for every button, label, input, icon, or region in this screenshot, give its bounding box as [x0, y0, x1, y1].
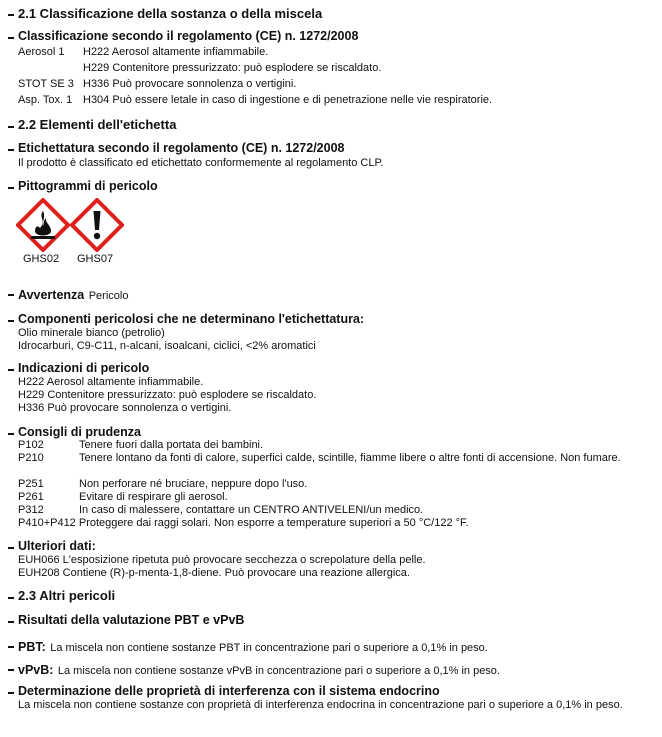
pbt-line	[18, 638, 488, 656]
bullet-dash	[8, 621, 14, 623]
bullet-dash	[8, 692, 14, 694]
hazard-statement: H229 Contenitore pressurizzato: può esplodere se riscaldato.	[18, 389, 317, 401]
classification-text: H229 Contenitore pressurizzato: può esplodere se riscaldato.	[83, 62, 382, 74]
vpvb-text: La miscela non contiene sostanze vPvB in concentrazione pari o superiore a 0,1% in peso.	[57, 665, 500, 677]
precaution-text: Evitare di respirare gli aerosol.	[79, 491, 228, 503]
classification-text: H304 Può essere letale in caso di ingestione e di penetrazione nelle vie respiratorie.	[83, 94, 493, 106]
component-item: Idrocarburi, C9-C11, n-alcani, isoalcani, ciclici, <2% aromatici	[18, 340, 316, 352]
bullet-dash	[8, 669, 14, 671]
precaution-text: Tenere lontano da fonti di calore, superfici calde, scintille, fiamme libere o altre fonti di accensione. Non fumare.	[79, 452, 621, 464]
bullet-dash	[8, 149, 14, 151]
signal-word-line	[18, 286, 128, 304]
hazard-statements-heading: Indicazioni di pericolo	[18, 361, 150, 375]
precaution-text: Tenere fuori dalla portata dei bambini.	[79, 439, 264, 451]
exclamation-icon	[70, 198, 124, 252]
signal-word: Pericolo	[88, 290, 129, 302]
pictogram-code: GHS07	[77, 253, 114, 265]
pictograms-heading: Pittogrammi di pericolo	[18, 179, 158, 193]
precaution-code: P312	[18, 504, 44, 516]
bullet-dash	[8, 37, 14, 39]
precaution-text: Non perforare né bruciare, neppure dopo l'uso.	[79, 478, 308, 490]
labelling-heading: Etichettatura secondo il regolamento (CE) n. 1272/2008	[18, 141, 345, 155]
bullet-dash	[8, 14, 14, 16]
further-information-item: EUH208 Contiene (R)-p-menta-1,8-diene. Può provocare una reazione allergica.	[18, 567, 410, 579]
endocrine-heading: Determinazione delle proprietà di interferenza con il sistema endocrino	[18, 684, 440, 698]
section-2-2-title: 2.2 Elementi dell'etichetta	[18, 117, 177, 132]
further-information-heading: Ulteriori dati:	[18, 539, 96, 553]
hazard-statement: H336 Può provocare sonnolenza o vertigini.	[18, 402, 232, 414]
signal-word-label: Avvertenza	[18, 288, 85, 302]
further-information-item: EUH066 L'esposizione ripetuta può provocare secchezza o screpolature della pelle.	[18, 554, 426, 566]
bullet-dash	[8, 547, 14, 549]
flame-icon	[16, 198, 70, 252]
pbt-assessment-heading: Risultati della valutazione PBT e vPvB	[18, 613, 245, 627]
precaution-combined: P410+P412 Proteggere dai raggi solari. Non esporre a temperature superiori a 50 °C/122 °F.	[18, 517, 469, 529]
precaution-text: In caso di malessere, contattare un CENTRO ANTIVELENI/un medico.	[79, 504, 424, 516]
bullet-dash	[8, 369, 14, 371]
classification-text: H222 Aerosol altamente infiammabile.	[83, 46, 269, 58]
bullet-dash	[8, 320, 14, 322]
bullet-dash	[8, 433, 14, 435]
pbt-text: La miscela non contiene sostanze PBT in concentrazione pari o superiore a 0,1% in peso.	[50, 642, 488, 654]
pictogram-code: GHS02	[23, 253, 60, 265]
vpvb-label: vPvB:	[18, 663, 54, 677]
classification-text: H336 Può provocare sonnolenza o vertigini.	[83, 78, 297, 90]
bullet-dash	[8, 126, 14, 128]
pbt-label: PBT:	[18, 640, 46, 654]
bullet-dash	[8, 294, 14, 296]
bullet-dash	[8, 646, 14, 648]
bullet-dash	[8, 187, 14, 189]
clp-classification-heading: Classificazione secondo il regolamento (CE) n. 1272/2008	[18, 29, 359, 43]
classification-code: Asp. Tox. 1	[18, 94, 73, 106]
hazard-statement: H222 Aerosol altamente infiammabile.	[18, 376, 204, 388]
classification-code: STOT SE 3	[18, 78, 74, 90]
endocrine-text: La miscela non contiene sostanze con proprietà di interferenza endocrina in concentrazione pari o superiore a 0,1% in peso.	[18, 699, 623, 711]
precaution-code: P261	[18, 491, 44, 503]
precaution-code: P251	[18, 478, 44, 490]
bullet-dash	[8, 597, 14, 599]
section-2-3-title: 2.3 Altri pericoli	[18, 588, 116, 603]
component-item: Olio minerale bianco (petrolio)	[18, 327, 165, 339]
hazardous-components-heading: Componenti pericolosi che ne determinano l'etichettatura:	[18, 312, 365, 326]
classification-code: Aerosol 1	[18, 46, 65, 58]
precaution-code: P102	[18, 439, 44, 451]
labelling-text: Il prodotto è classificato ed etichettato conformemente al regolamento CLP.	[18, 157, 384, 169]
precaution-code: P210	[18, 452, 44, 464]
vpvb-line	[18, 661, 500, 679]
section-2-1-title: 2.1 Classificazione della sostanza o della miscela	[18, 6, 323, 21]
precautionary-statements-heading: Consigli di prudenza	[18, 425, 141, 439]
